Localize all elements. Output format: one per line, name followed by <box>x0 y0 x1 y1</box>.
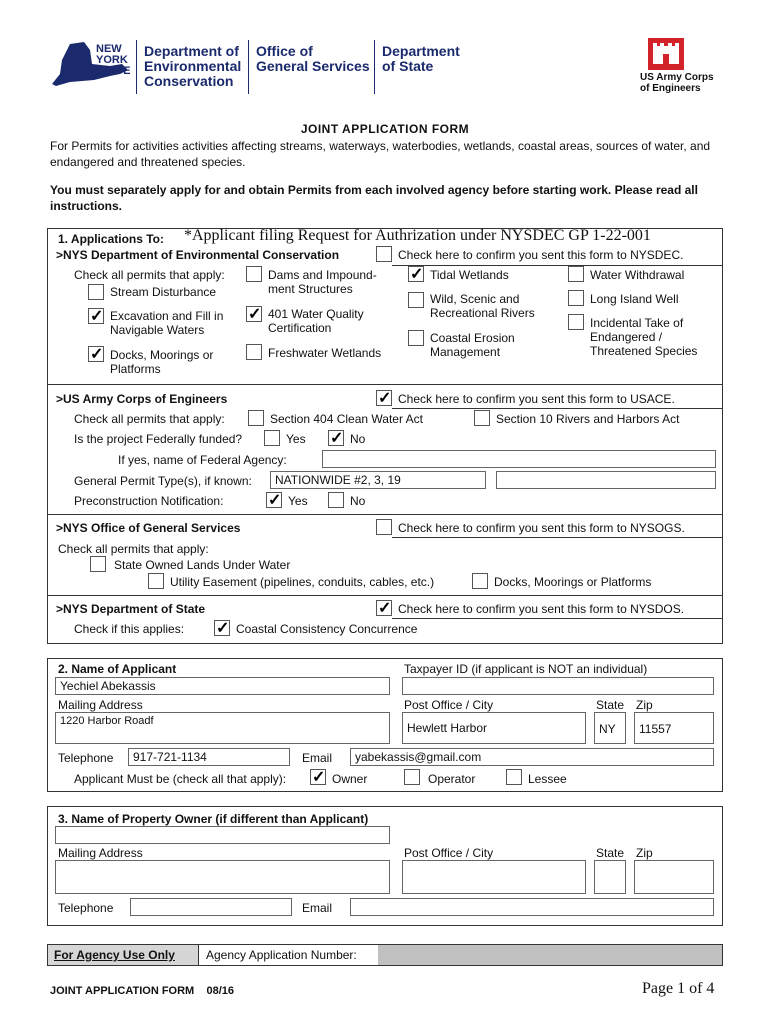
owner-mailing-label: Mailing Address <box>58 846 143 860</box>
po-city-field[interactable]: Hewlett Harbor <box>402 712 586 744</box>
federal-agency-field[interactable] <box>322 450 716 468</box>
wq401-label: 401 Water Quality Certification <box>268 307 364 335</box>
gp-type-field[interactable]: NATIONWIDE #2, 3, 19 <box>270 471 486 489</box>
state-field[interactable]: NY <box>594 712 626 744</box>
owner-state-label: State <box>596 846 625 860</box>
nysdec-confirm-checkbox[interactable] <box>376 246 392 262</box>
owner-email-label: Email <box>302 901 333 915</box>
mailing-address-field[interactable]: 1220 Harbor Roadf <box>55 712 390 744</box>
usace-heading: >US Army Corps of Engineers <box>56 392 228 406</box>
lessee-label: Lessee <box>528 772 567 786</box>
utility-easement-label: Utility Easement (pipelines, conduits, cables, etc.) <box>170 575 435 589</box>
state-label: State <box>596 698 625 712</box>
ogs-docks-checkbox[interactable] <box>472 573 488 589</box>
s2-label: 2. Name of Applicant <box>58 662 177 676</box>
coastal-erosion-label: Coastal Erosion Management <box>430 331 515 359</box>
dos-check-label: Check if this applies: <box>74 622 185 636</box>
utility-easement-checkbox[interactable] <box>148 573 164 589</box>
agency-app-number-label: Agency Application Number: <box>206 948 357 962</box>
ny-state-text: NEW YORK STATE <box>96 43 131 77</box>
incidental-take-checkbox[interactable] <box>568 314 584 330</box>
federal-funded-label: Is the project Federally funded? <box>74 432 243 446</box>
dams-label: Dams and Impound- ment Structures <box>268 268 377 296</box>
section-10-label: Section 10 Rivers and Harbors Act <box>496 412 680 426</box>
notice-text: You must separately apply for and obtain Permits from each involved agency before starting work. Please read all instructions. <box>50 183 698 213</box>
federal-yes-label: Yes <box>286 432 306 446</box>
owner-name-field[interactable] <box>55 826 390 844</box>
pcn-yes-checkbox[interactable] <box>266 492 282 508</box>
dos-confirm-checkbox[interactable] <box>376 600 392 616</box>
owner-checkbox[interactable] <box>310 769 326 785</box>
coastal-consistency-checkbox[interactable] <box>214 620 230 636</box>
usace-castle-icon <box>648 38 684 70</box>
nysdec-confirm-label: Check here to confirm you sent this form to NYSDEC. <box>398 248 684 262</box>
pcn-yes-label: Yes <box>288 494 308 508</box>
ogs-confirm-checkbox[interactable] <box>376 519 392 535</box>
owner-email-field[interactable] <box>350 898 714 916</box>
coastal-erosion-checkbox[interactable] <box>408 330 424 346</box>
wild-scenic-checkbox[interactable] <box>408 292 424 308</box>
pcn-no-checkbox[interactable] <box>328 492 344 508</box>
applicant-must-label: Applicant Must be (check all that apply): <box>74 772 287 786</box>
usace-confirm-label: Check here to confirm you sent this form to USACE. <box>398 392 675 406</box>
federal-no-checkbox[interactable] <box>328 430 344 446</box>
docks-moorings-checkbox[interactable] <box>88 346 104 362</box>
freshwater-wetlands-label: Freshwater Wetlands <box>268 346 382 360</box>
operator-checkbox[interactable] <box>404 769 420 785</box>
excavation-fill-label: Excavation and Fill in Navigable Waters <box>110 309 224 337</box>
long-island-well-label: Long Island Well <box>590 292 679 306</box>
excavation-fill-checkbox[interactable] <box>88 308 104 324</box>
water-withdrawal-checkbox[interactable] <box>568 266 584 282</box>
lessee-checkbox[interactable] <box>506 769 522 785</box>
nysdec-heading: >NYS Department of Environmental Conservation <box>56 248 340 262</box>
state-lands-label: State Owned Lands Under Water <box>114 558 291 572</box>
mailing-label: Mailing Address <box>58 698 143 712</box>
stream-disturbance-label: Stream Disturbance <box>110 285 217 299</box>
owner-telephone-field[interactable] <box>130 898 292 916</box>
telephone-label: Telephone <box>58 751 114 765</box>
federal-agency-label: If yes, name of Federal Agency: <box>118 453 287 467</box>
dos-logo-text: Department of State <box>382 43 460 74</box>
usace-check-all: Check all permits that apply: <box>74 412 225 426</box>
s1-label: 1. Applications To: <box>58 232 165 246</box>
owner-po-field[interactable] <box>402 860 586 894</box>
docks-moorings-label: Docks, Moorings or Platforms <box>110 348 214 376</box>
po-label: Post Office / City <box>404 698 494 712</box>
wq401-checkbox[interactable] <box>246 306 262 322</box>
page-number: Page 1 of 4 <box>642 980 715 997</box>
stream-disturbance-checkbox[interactable] <box>88 284 104 300</box>
owner-mailing-field[interactable] <box>55 860 390 894</box>
intro-text: For Permits for activities activities affecting streams, waterways, waterbodies, wetlands, coastal areas, sources of water, and endangered and threatened species. <box>50 139 711 169</box>
pcn-no-label: No <box>350 494 366 508</box>
ogs-check-all: Check all permits that apply: <box>58 542 209 556</box>
federal-yes-checkbox[interactable] <box>264 430 280 446</box>
owner-po-label: Post Office / City <box>404 846 494 860</box>
owner-telephone-label: Telephone <box>58 901 114 915</box>
usace-logo-text: US Army Corps of Engineers <box>640 72 714 94</box>
form-title: JOINT APPLICATION FORM <box>300 122 470 136</box>
incidental-take-label: Incidental Take of Endangered / Threatened Species <box>590 316 698 358</box>
s3-label: 3. Name of Property Owner (if different than Applicant) <box>58 812 369 826</box>
operator-label: Operator <box>428 772 476 786</box>
ogs-confirm-label: Check here to confirm you sent this form to NYSOGS. <box>398 521 685 535</box>
dams-checkbox[interactable] <box>246 266 262 282</box>
freshwater-wetlands-checkbox[interactable] <box>246 344 262 360</box>
agency-use-bar <box>47 944 723 966</box>
owner-label: Owner <box>332 772 368 786</box>
agency-app-number-field[interactable] <box>378 945 722 965</box>
nysdec-check-all: Check all permits that apply: <box>74 268 225 282</box>
email-field[interactable]: yabekassis@gmail.com <box>350 748 714 766</box>
applicant-name-field[interactable]: Yechiel Abekassis <box>55 677 390 695</box>
gp-type-label: General Permit Type(s), if known: <box>74 474 252 488</box>
section-404-label: Section 404 Clean Water Act <box>270 412 423 426</box>
footer-form-name: JOINT APPLICATION FORM 08/16 <box>50 985 234 997</box>
gp-type-field-2[interactable] <box>496 471 716 489</box>
handwritten-note: *Applicant filing Request for Authrization under NYSDEC GP 1-22-001 <box>184 227 651 244</box>
federal-no-label: No <box>350 432 366 446</box>
taxpayer-label: Taxpayer ID (if applicant is NOT an individual) <box>404 662 648 676</box>
section-404-checkbox[interactable] <box>248 410 264 426</box>
dos-confirm-label: Check here to confirm you sent this form to NYSDOS. <box>398 602 685 616</box>
owner-zip-field[interactable] <box>634 860 714 894</box>
dec-logo-text: Department of Environmental Conservation <box>144 43 242 89</box>
water-withdrawal-label: Water Withdrawal <box>590 268 685 282</box>
ogs-heading: >NYS Office of General Services <box>56 521 241 535</box>
state-lands-checkbox[interactable] <box>90 556 106 572</box>
agency-use-only-label: For Agency Use Only <box>54 948 175 962</box>
ogs-docks-label: Docks, Moorings or Platforms <box>494 575 652 589</box>
dos-heading: >NYS Department of State <box>56 602 206 616</box>
usace-confirm-checkbox[interactable] <box>376 390 392 406</box>
ogs-logo-text: Office of General Services <box>256 43 370 74</box>
tidal-wetlands-checkbox[interactable] <box>408 266 424 282</box>
owner-zip-label: Zip <box>636 846 653 860</box>
tidal-wetlands-label: Tidal Wetlands <box>430 268 509 282</box>
telephone-field[interactable]: 917-721-1134 <box>128 748 290 766</box>
zip-label: Zip <box>636 698 653 712</box>
long-island-well-checkbox[interactable] <box>568 290 584 306</box>
coastal-consistency-label: Coastal Consistency Concurrence <box>236 622 418 636</box>
owner-state-field[interactable] <box>594 860 626 894</box>
pcn-label: Preconstruction Notification: <box>74 494 224 508</box>
section-10-checkbox[interactable] <box>474 410 490 426</box>
email-label: Email <box>302 751 333 765</box>
taxpayer-field[interactable] <box>402 677 714 695</box>
zip-field[interactable]: 11557 <box>634 712 714 744</box>
wild-scenic-label: Wild, Scenic and Recreational Rivers <box>430 292 535 320</box>
